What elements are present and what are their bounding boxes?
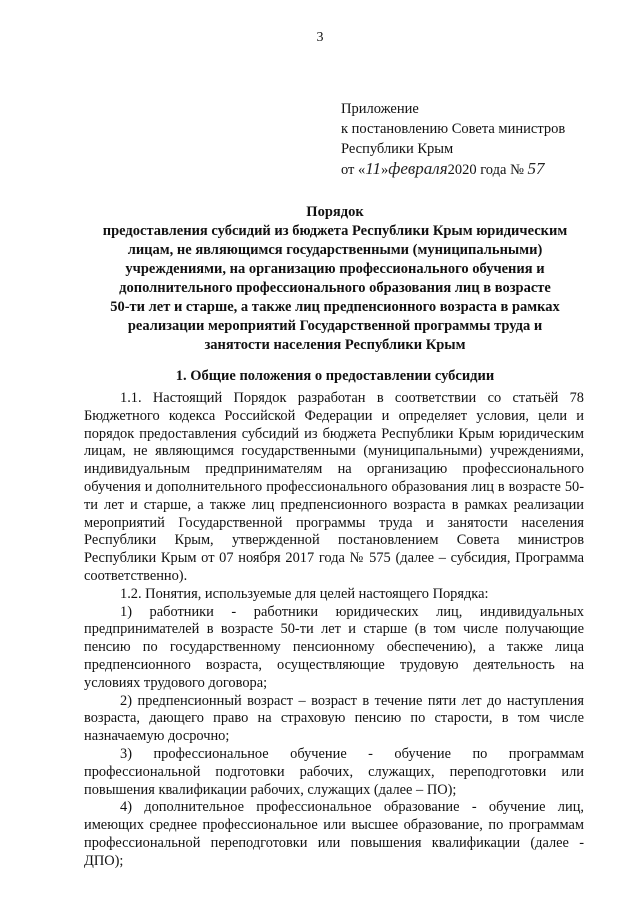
date-year: 2020 года № [447,162,524,178]
handwritten-month: февраля [388,159,448,178]
definition-item-3: 3) профессиональное обучение - обучение по программам профессиональной подготовки рабочих, служащих, переподготовки или повышения квалификации рабочих, служащих (далее – ПО); [84,745,584,798]
date-prefix: от « [341,162,366,178]
paragraph-1-2: 1.2. Понятия, используемые для целей настоящего Порядка: [120,585,489,602]
handwritten-number: 57 [527,159,545,178]
title-line: учреждениями, на организацию профессионального обучения и [125,261,545,277]
title-line: реализации мероприятий Государственной программы труда и [127,318,543,334]
appendix-block [341,99,631,180]
title-line: предоставления субсидий из бюджета Республики Крым юридическим [102,223,568,239]
page-number: 3 [316,30,324,45]
document-title [80,203,590,355]
title-line: 50-ти лет и старше, а также лиц предпенсионного возраста в рамках [110,299,560,315]
appendix-line-3: Республики Крым [341,141,454,157]
section-body [84,390,584,871]
definition-item-2: 2) предпенсионный возраст – возраст в течение пяти лет до наступления возраста, дающего право на страховую пенсию по старости, в том числе назначаемую досрочно; [84,692,584,745]
definition-item-1: 1) работники - работники юридических лиц, индивидуальных предпринимателей в возрасте 50-ти лет и старше (в том числе получающие пенсию по государственному пенсионному обеспечению), а также лица предпенсионного возраста, осуществляющие трудовую деятельность на условиях трудового договора; [84,603,584,691]
title-line: лицам, не являющимся государственными (муниципальными) [127,242,543,258]
definition-item-4: 4) дополнительное профессиональное образование - обучение лиц, имеющих среднее профессиональное или высшее образование, по программам профессиональной переподготовки или повышения квалификации (далее - ДПО); [84,799,584,869]
section-heading: 1. Общие положения о предоставлении субсидии [175,368,495,384]
title-line: занятости населения Республики Крым [204,337,466,353]
title-heading: Порядок [306,204,364,220]
appendix-line-2: к постановлению Совета министров [341,121,566,137]
appendix-date-line [341,159,631,180]
title-line: дополнительного профессионального образования лиц в возрасте [119,280,551,296]
paragraph-1-1: 1.1. Настоящий Порядок разработан в соответствии со статьёй 78 Бюджетного кодекса Российской Федерации и определяет условия, цели и порядок предоставления субсидий из бюджета Республики Крым юридическим лицам, не являющимся государственными (муниципальными) учреждениями, индивидуальным предпринимателям на организацию профессионального обучения и дополнительного профессионального образования лиц в возрасте 50-ти лет и старше, а также лиц предпенсионного возраста в рамках реализации мероприятий Государственной программы труда и занятости населения Республики Крым, утвержденной постановлением Совета министров Республики Крым от 07 ноября 2017 года № 575 (далее – субсидия, Программа соответственно). [84,390,584,584]
appendix-line-1: Приложение [341,101,419,117]
handwritten-day: 11 [365,159,382,178]
date-quote: » [381,162,389,178]
